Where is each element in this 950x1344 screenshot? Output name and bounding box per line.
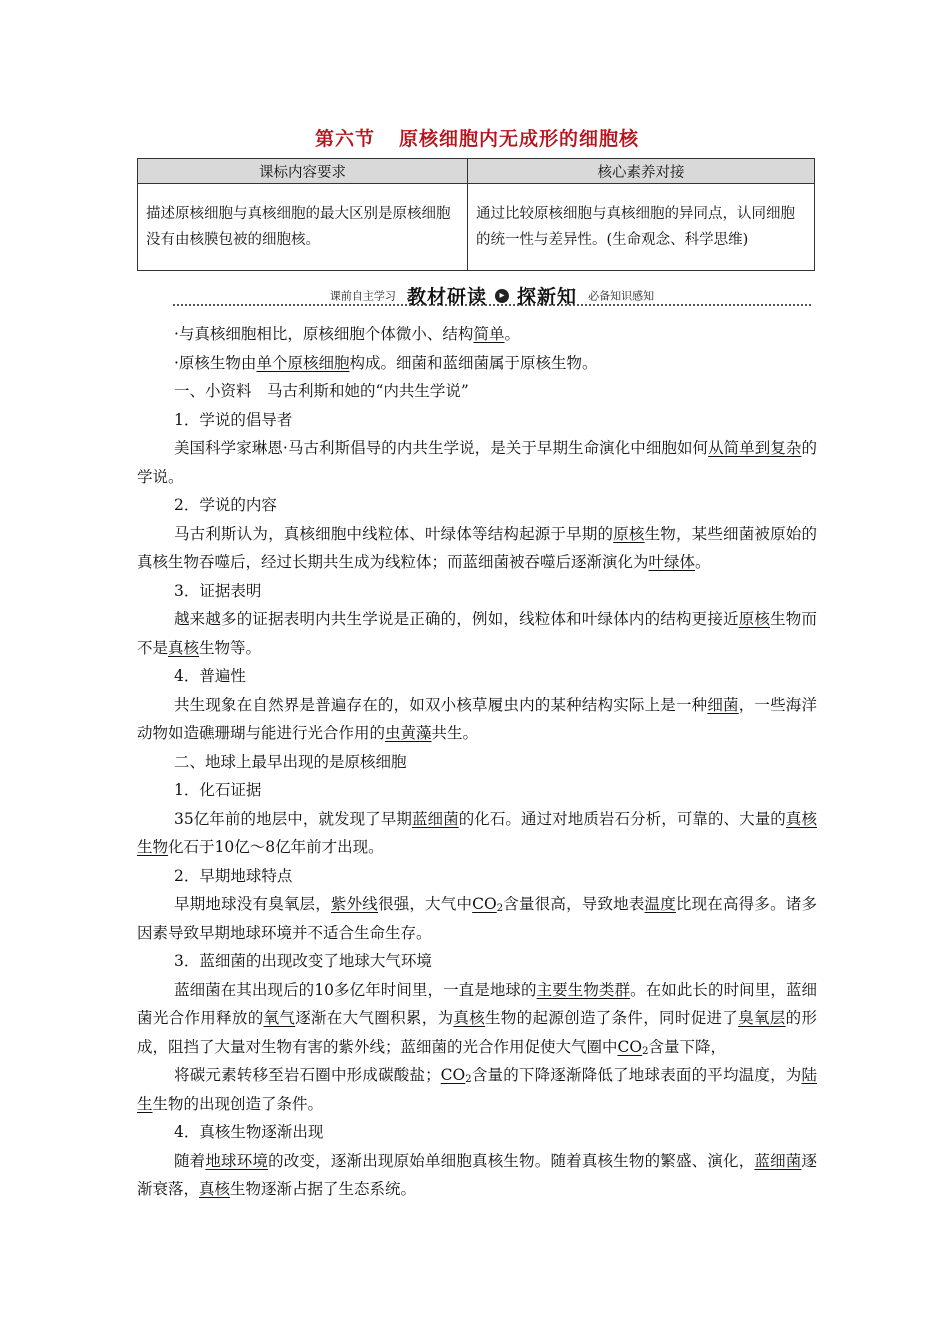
text-run: 3．证据表明 xyxy=(174,581,262,600)
banner-right-label: 必备知识感知 xyxy=(588,289,655,303)
underlined-term: 简单 xyxy=(473,325,505,343)
body-text xyxy=(137,320,817,1204)
text-run: 的学说。 xyxy=(137,439,817,486)
banner-left-label: 课前自主学习 xyxy=(329,289,396,303)
text-run: 生物的出现创造了条件。 xyxy=(152,1094,324,1113)
paragraph xyxy=(137,890,817,947)
text-run: 蓝细菌在其出现后的10多亿年时间里，一直是地球的 xyxy=(174,980,537,999)
text-run: 1．化石证据 xyxy=(174,781,262,799)
header-competency: 核心素养对接 xyxy=(468,159,815,184)
banner-title-1: 教材研读 xyxy=(406,286,487,308)
underlined-term: 主要生物类群 xyxy=(536,980,631,999)
text-run: 的形成，阻挡了大量对生物有害的紫外线；蓝细菌的光合作用促使大气圈中 xyxy=(137,1009,817,1056)
underlined-term: 从简单到复杂 xyxy=(708,439,802,457)
text-run: 生物而不是 xyxy=(137,610,817,657)
underlined-term: 细菌 xyxy=(707,695,739,714)
subscript: 2 xyxy=(465,1074,472,1085)
paragraph xyxy=(137,406,817,435)
text-run: 逐渐衰落， xyxy=(137,1151,817,1198)
paragraph xyxy=(137,605,817,662)
text-run: 共生现象在自然界是普遍存在的，如双小核草履虫内的某种结构实际上是一种 xyxy=(174,695,708,714)
paragraph xyxy=(137,976,817,1062)
underlined-term: 单个原核细胞 xyxy=(256,353,350,372)
paragraph xyxy=(137,947,817,976)
text-run: 含量的下降逐渐降低了地球表面的平均温度，为 xyxy=(471,1066,802,1084)
section-name: 原核细胞内无成形的细胞核 xyxy=(399,128,640,150)
text-run: 生物逐渐占据了生态系统。 xyxy=(230,1180,417,1198)
paragraph xyxy=(137,1118,817,1147)
paragraph xyxy=(137,349,817,378)
section-banner xyxy=(173,282,811,310)
paragraph xyxy=(137,662,817,691)
text-run: 二、地球上最早出现的是原核细胞 xyxy=(174,752,407,771)
underlined-term: 叶绿体 xyxy=(648,553,696,571)
underlined-term: 原核 xyxy=(738,610,771,628)
text-run: 很强，大气中 xyxy=(378,895,473,913)
text-run: 的改变，逐渐出现原始单细胞真核生物。随着真核生物的繁盛、演化， xyxy=(268,1151,755,1170)
text-run: 生物等。 xyxy=(199,638,262,657)
text-run: 1．学说的倡导者 xyxy=(174,410,293,429)
subscript: 2 xyxy=(496,903,504,914)
page-title xyxy=(137,124,817,151)
text-run: 含量很高，导致地表 xyxy=(503,895,645,913)
text-run: 4．普遍性 xyxy=(174,667,246,685)
text-run: 早期地球没有臭氧层， xyxy=(174,895,331,913)
subscript: 2 xyxy=(642,1045,649,1057)
paragraph xyxy=(137,748,817,777)
text-run: 生物的起源创造了条件，同时促进了 xyxy=(485,1009,739,1027)
paragraph xyxy=(137,862,817,891)
paragraph xyxy=(137,805,817,862)
text-run: 2．学说的内容 xyxy=(174,496,277,514)
underlined-term: CO xyxy=(440,1066,466,1084)
underlined-term: 紫外线 xyxy=(330,895,378,913)
underlined-term: 真核 xyxy=(168,638,200,657)
paragraph xyxy=(137,434,817,491)
section-number: 第六节 xyxy=(314,128,375,150)
underlined-term: 地球环境 xyxy=(205,1151,269,1170)
text-run: 35亿年前的地层中，就发现了早期 xyxy=(174,809,412,828)
paragraph xyxy=(137,577,817,606)
text-run: 一、小资料 马古利斯和她的“内共生学说” xyxy=(174,382,469,400)
text-run: 。 xyxy=(504,325,520,343)
paragraph xyxy=(137,1147,817,1204)
text-run: 2．早期地球特点 xyxy=(174,866,293,885)
underlined-term: 蓝细菌 xyxy=(411,809,459,828)
paragraph xyxy=(137,491,817,520)
header-curriculum: 课标内容要求 xyxy=(138,159,468,184)
underlined-term: 真核生物 xyxy=(137,809,817,856)
text-run: 生物，某些细菌被原始的真核生物吞噬后，经过长期共生成为线粒体；而蓝细菌被吞噬后逐渐演化为 xyxy=(137,524,817,571)
text-run: 越来越多的证据表明内共生学说是正确的，例如，线粒体和叶绿体内的结构更接近 xyxy=(174,610,739,628)
text-run: 3．蓝细菌的出现改变了地球大气环境 xyxy=(174,952,432,970)
text-run: 比现在高得多。诸多因素导致早期地球环境并不适合生命生存。 xyxy=(137,895,817,942)
paragraph xyxy=(137,377,817,406)
text-run: 构成。细菌和蓝细菌属于原核生物。 xyxy=(349,353,598,372)
text-run: 逐渐在大气圈积累，为 xyxy=(295,1009,454,1027)
text-run: 的化石。通过对地质岩石分析，可靠的、大量的 xyxy=(458,809,786,828)
text-run: ，一些海洋动物如造礁珊瑚与能进行光合作用的 xyxy=(137,695,817,742)
text-run: 。在如此长的时间里，蓝细菌光合作用释放的 xyxy=(137,980,817,1027)
paragraph xyxy=(137,520,817,577)
underlined-term: 陆生 xyxy=(137,1066,817,1113)
text-run: 。 xyxy=(695,553,711,571)
paragraph xyxy=(137,320,817,349)
underlined-term: 虫黄藻 xyxy=(385,724,432,742)
paragraph xyxy=(137,776,817,805)
arrow-icon: ▸ xyxy=(495,289,509,303)
underlined-term: 真核 xyxy=(199,1180,231,1198)
text-run: 含量下降， xyxy=(648,1037,726,1056)
text-run: 共生。 xyxy=(431,724,479,742)
underlined-term: 氧气 xyxy=(263,1009,296,1027)
underlined-term: 臭氧层 xyxy=(738,1009,786,1027)
paragraph xyxy=(137,691,817,748)
text-run: ·与真核细胞相比，原核细胞个体微小、结构 xyxy=(174,325,474,343)
standards-table xyxy=(137,158,815,271)
underlined-term: 原核 xyxy=(613,524,645,543)
underlined-term: 温度 xyxy=(644,895,676,913)
underlined-term: 真核 xyxy=(453,1009,486,1027)
underlined-term: CO xyxy=(472,895,497,913)
text-run: 4．真核生物逐渐出现 xyxy=(174,1123,324,1141)
text-run: 化石于10亿～8亿年前才出现。 xyxy=(168,838,384,856)
cell-curriculum: 描述原核细胞与真核细胞的最大区别是原核细胞没有由核膜包被的细胞核。 xyxy=(138,184,468,271)
text-run: 将碳元素转移至岩石圈中形成碳酸盐； xyxy=(174,1066,441,1084)
text-run: 美国科学家琳恩·马古利斯倡导的内共生学说，是关于早期生命演化中细胞如何 xyxy=(174,439,709,457)
text-run: ·原核生物由 xyxy=(174,353,257,372)
paragraph xyxy=(137,1061,817,1118)
banner-title-2: 探新知 xyxy=(517,286,578,308)
underlined-term: 蓝细菌 xyxy=(754,1151,802,1170)
text-run: 随着 xyxy=(174,1151,206,1170)
cell-competency: 通过比较原核细胞与真核细胞的异同点，认同细胞的统一性与差异性。(生命观念、科学思维) xyxy=(468,184,815,271)
underlined-term: CO xyxy=(617,1037,643,1056)
text-run: 马古利斯认为，真核细胞中线粒体、叶绿体等结构起源于早期的 xyxy=(174,524,614,543)
